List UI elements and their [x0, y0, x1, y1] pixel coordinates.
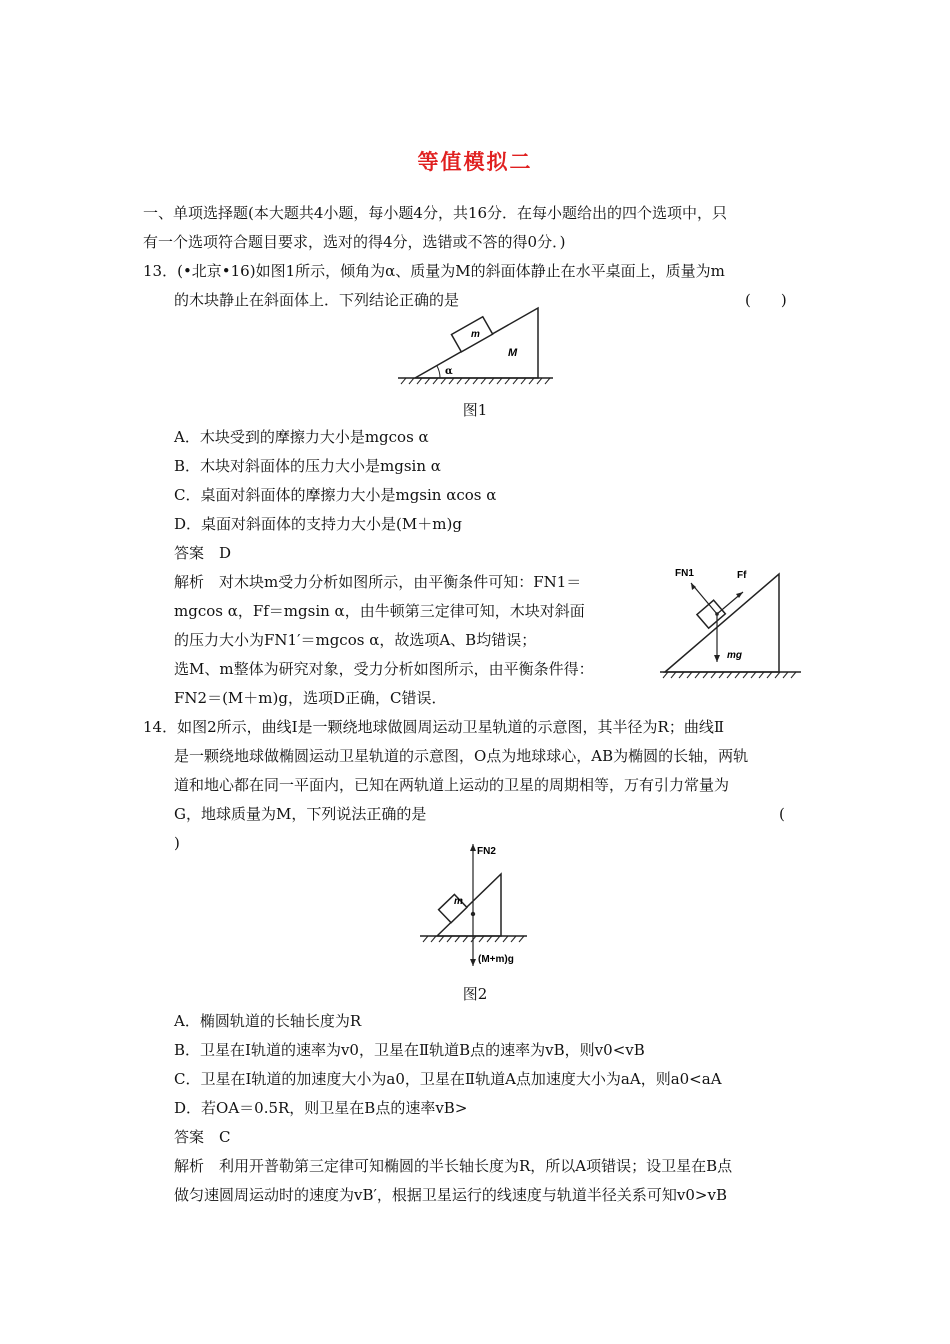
q14-bracket-close: ): [174, 834, 180, 852]
q13-analysis-line-2: mgcos α，Ff＝mgsin α，由牛顿第三定律可知，木块对斜面: [174, 602, 585, 620]
q14-option-d: D．若OA＝0.5R，则卫星在B点的速率vB>: [174, 1099, 468, 1117]
label-ff: Ff: [737, 570, 747, 581]
q14-option-c: C．卫星在Ⅰ轨道的加速度大小为a0，卫星在Ⅱ轨道A点加速度大小为aA，则a0<aA: [174, 1070, 722, 1088]
label-alpha: α: [445, 366, 453, 377]
label-m: m: [454, 896, 463, 907]
q13-option-c: C．桌面对斜面体的摩擦力大小是mgsin αcos α: [174, 486, 497, 504]
q13-analysis-line-3: 的压力大小为FN1′＝mgcos α，故选项A、B均错误；: [174, 631, 537, 649]
q14-option-b: B．卫星在Ⅰ轨道的速率为v0，卫星在Ⅱ轨道B点的速率为vB，则v0<vB: [174, 1041, 645, 1059]
figure-1-incline: [393, 300, 558, 388]
q14-stem-line-2: 是一颗绕地球做椭圆运动卫星轨道的示意图，O点为地球球心，AB为椭圆的长轴，两轨: [174, 747, 749, 765]
label-fn1: FN1: [675, 568, 694, 579]
section-heading-line-2: 有一个选项符合题目要求，选对的得4分，选错或不答的得0分．): [143, 233, 566, 251]
q14-stem-line-4: G，地球质量为M，下列说法正确的是: [174, 805, 427, 823]
q14-answer: 答案 C: [174, 1128, 231, 1146]
q14-stem-line-1: 14．如图2所示，曲线Ⅰ是一颗绕地球做圆周运动卫星轨道的示意图，其半径为R；曲线Ⅱ: [143, 718, 725, 736]
label-fn2: FN2: [477, 846, 496, 857]
q14-stem-line-3: 道和地心都在同一平面内，已知在两轨道上运动的卫星的周期相等，万有引力常量为: [174, 776, 730, 794]
label-m: m: [471, 329, 480, 340]
label-M: M: [508, 347, 518, 359]
q14-analysis-line-1: 解析 利用开普勒第三定律可知椭圆的半长轴长度为R，所以A项错误；设卫星在B点: [174, 1157, 733, 1175]
q13-analysis-line-1: 解析 对木块m受力分析如图所示，由平衡条件可知：FN1＝: [174, 573, 582, 591]
ground-hatching: [663, 672, 796, 678]
q13-stem-line-2: 的木块静止在斜面体上．下列结论正确的是: [174, 291, 460, 309]
angle-arc: [437, 366, 440, 378]
q14-bracket-open: (: [779, 805, 785, 823]
figure-2-caption: 图2: [462, 985, 488, 1003]
section-heading-line-1: 一、单项选择题(本大题共4小题，每小题4分，共16分．在每小题给出的四个选项中，只: [143, 204, 728, 222]
force-diagram-block: [655, 562, 805, 688]
q14-analysis-line-2: 做匀速圆周运动时的速度为vB′，根据卫星运行的线速度与轨道半径关系可知v0>vB: [174, 1186, 727, 1204]
q13-answer-bracket: ( ): [745, 291, 787, 309]
q13-option-d: D．桌面对斜面体的支持力大小是(M＋m)g: [174, 515, 462, 533]
ground-hatching: [401, 378, 550, 384]
q13-option-b: B．木块对斜面体的压力大小是mgsin α: [174, 457, 441, 475]
figure-2-system: [415, 838, 535, 978]
label-mg: mg: [727, 650, 742, 661]
q13-option-a: A．木块受到的摩擦力大小是mgcos α: [174, 428, 429, 446]
page-title: 等值模拟二: [417, 150, 533, 174]
label-total-weight: (M+m)g: [478, 954, 514, 965]
q13-answer: 答案 D: [174, 544, 232, 562]
figure-1-caption: 图1: [462, 401, 488, 419]
q13-stem-line-1: 13．(•北京•16)如图1所示，倾角为α、质量为M的斜面体静止在水平桌面上，质量为m: [143, 262, 725, 280]
q13-analysis-line-5: FN2＝(M＋m)g，选项D正确，C错误．: [174, 689, 447, 707]
q14-option-a: A．椭圆轨道的长轴长度为R: [174, 1012, 362, 1030]
q13-analysis-line-4: 选M、m整体为研究对象，受力分析如图所示，由平衡条件得：: [174, 660, 594, 678]
